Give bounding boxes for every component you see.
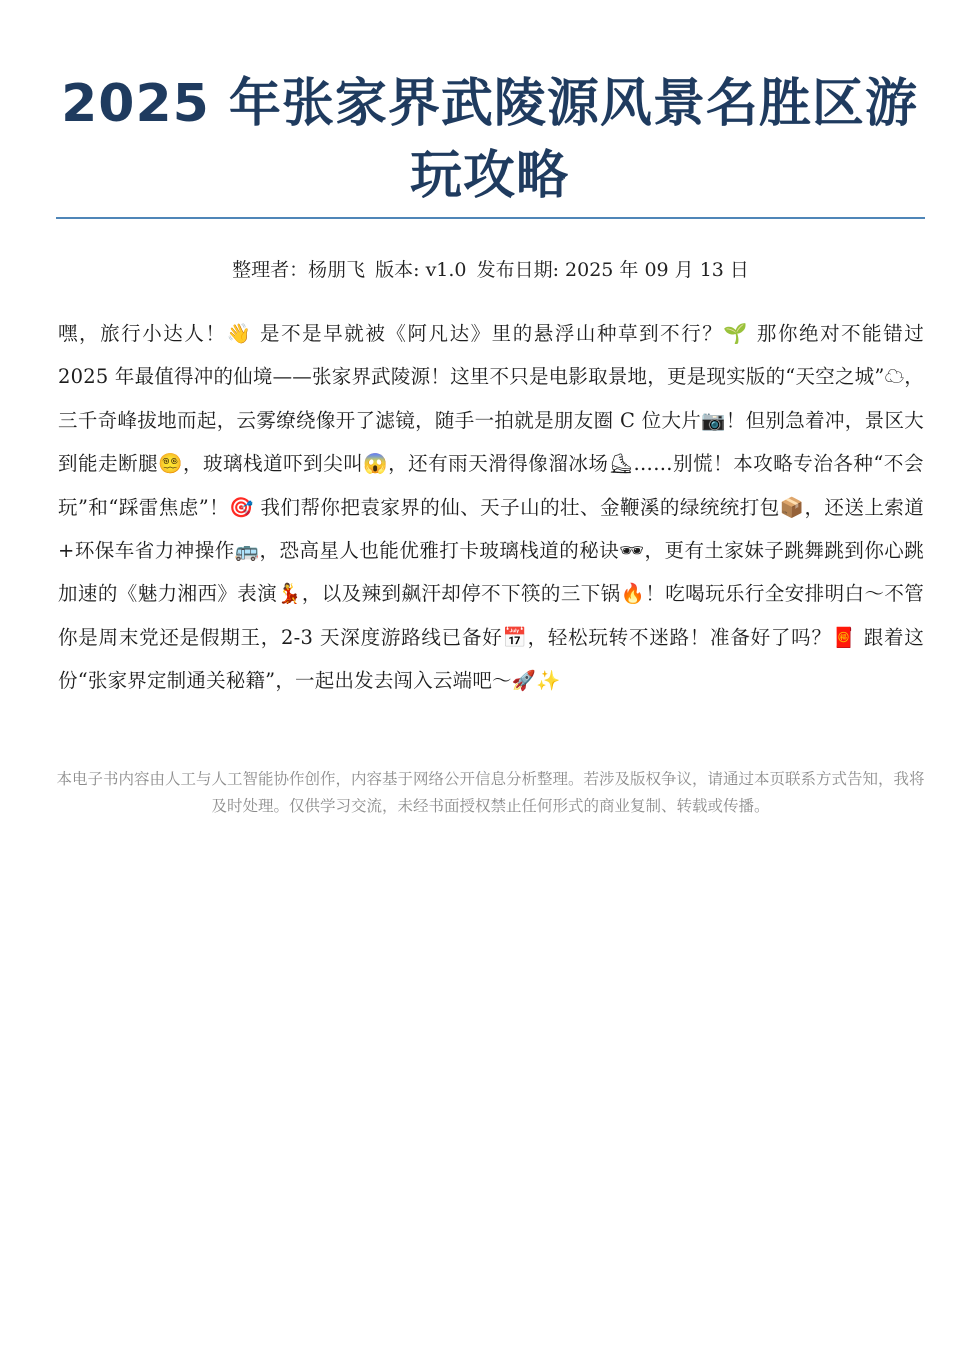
publish-date-label: 发布日期: 2025 年 09 月 13 日 <box>476 259 749 281</box>
copyright-notice: 本电子书内容由人工与人工智能协作创作，内容基于网络公开信息分析整理。若涉及版权争议，请通过本页联系方式告知，我将及时处理。仅供学习交流，未经书面授权禁止任何形式的商业复制、转载或传播。 <box>56 770 925 815</box>
document-meta <box>56 256 925 284</box>
compiler-label: 整理者：杨朋飞 <box>232 259 366 281</box>
title-divider <box>56 217 925 219</box>
version-label: 版本: v1.0 <box>375 259 467 281</box>
intro-paragraph: 嘿，旅行小达人！👋 是不是早就被《阿凡达》里的悬浮山种草到不行？🌱 那你绝对不能错过 2025 年最值得冲的仙境——张家界武陵源！这里不只是电影取景地，更是现实版的“天空之城”☁，三千奇峰拔地而起，云雾缭绕像开了滤镜，随手一拍就是朋友圈 C 位大片📷！但别急着冲，景区大到能走断腿😵‍💫，玻璃栈道吓到尖叫😱，还有雨天滑得像溜冰场⛸……别慌！本攻略专治各种“不会玩”和“踩雷焦虑”！🎯 我们帮你把袁家界的仙、天子山的壮、金鞭溪的绿统统打包📦，还送上索道+环保车省力神操作🚌，恐高星人也能优雅打卡玻璃栈道的秘诀🕶，更有土家妹子跳舞跳到你心跳加速的《魅力湘西》表演💃，以及辣到飙汗却停不下筷的三下锅🔥！吃喝玩乐行全安排明白～不管你是周末党还是假期王，2-3 天深度游路线已备好📅，轻松玩转不迷路！准备好了吗？🧧 跟着这份“张家界定制通关秘籍”，一起出发去闯入云端吧～🚀✨ <box>58 322 924 693</box>
document-title: 2025 年张家界武陵源风景名胜区游玩攻略 <box>61 74 918 206</box>
